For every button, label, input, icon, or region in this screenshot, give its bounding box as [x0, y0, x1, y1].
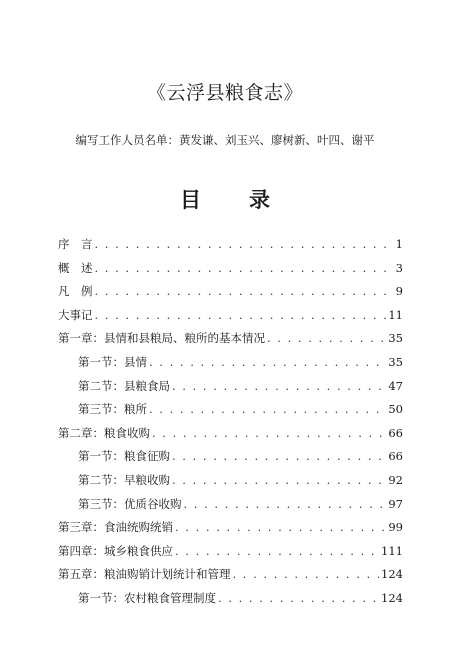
toc-entry[interactable]: [58, 448, 403, 472]
toc-entry-page: 35: [388, 331, 403, 346]
dot-leader: [218, 591, 379, 605]
staff-list: 编写工作人员名单：黄发谦、刘玉兴、廖树新、叶四、谢平: [75, 133, 375, 147]
toc-entry-page: 97: [388, 496, 403, 511]
dot-leader: [152, 426, 386, 440]
toc-entry-page: 1: [395, 237, 403, 251]
toc-entry-page: 124: [381, 567, 403, 582]
toc-entry[interactable]: [58, 283, 403, 307]
toc-entry-label: 第三节：优质谷收购: [78, 496, 182, 511]
toc-entry-page: 92: [388, 472, 403, 487]
toc-entry-label: 概 述: [58, 260, 93, 275]
dot-leader: [267, 331, 386, 345]
toc-entry[interactable]: [58, 354, 403, 378]
toc-heading-char-1: 目: [180, 187, 201, 212]
toc-entry[interactable]: [58, 496, 403, 520]
dot-leader: [172, 379, 386, 393]
toc-entry[interactable]: [58, 425, 403, 449]
toc-entry-page: 66: [388, 449, 403, 464]
toc-heading-char-2: 录: [249, 187, 270, 212]
dot-leader: [149, 355, 386, 369]
dot-leader: [95, 237, 388, 251]
toc-entry-label: 第二节：早粮收购: [78, 472, 170, 487]
toc-entry[interactable]: [58, 378, 403, 402]
dot-leader: [95, 308, 387, 322]
toc-entry[interactable]: [58, 401, 403, 425]
table-of-contents: [58, 236, 403, 614]
toc-entry[interactable]: [58, 307, 403, 331]
toc-entry-page: 124: [381, 590, 403, 605]
dot-leader: [95, 261, 388, 275]
dot-leader: [233, 567, 380, 581]
book-title: 《云浮县粮食志》: [146, 82, 303, 104]
toc-entry-label: 第一节：农村粮食管理制度: [78, 590, 216, 605]
toc-entry-label: 第五章：粮油购销计划统计和管理: [58, 567, 231, 582]
toc-entry-page: 50: [388, 402, 403, 417]
toc-entry-page: 111: [381, 543, 403, 558]
dot-leader: [172, 473, 386, 487]
toc-entry-page: 47: [388, 378, 403, 393]
toc-entry-page: 11: [388, 307, 403, 322]
toc-entry-label: 第四章：城乡粮食供应: [58, 543, 173, 558]
toc-entry-label: 第三章：食油统购统销: [58, 520, 173, 535]
dot-leader: [175, 544, 379, 558]
toc-entry-page: 9: [395, 284, 403, 299]
toc-entry[interactable]: [58, 472, 403, 496]
toc-entry[interactable]: [58, 236, 403, 260]
dot-leader: [149, 402, 386, 416]
toc-entry[interactable]: [58, 543, 403, 567]
toc-entry-label: 第二章：粮食收购: [58, 425, 150, 440]
toc-entry[interactable]: [58, 590, 403, 614]
dot-leader: [95, 284, 388, 298]
toc-entry-page: 99: [388, 520, 403, 535]
toc-entry[interactable]: [58, 260, 403, 284]
toc-entry-label: 大事记: [58, 307, 93, 322]
dot-leader: [184, 497, 387, 511]
toc-entry-label: 第二节：县粮食局: [78, 378, 170, 393]
toc-entry[interactable]: [58, 566, 403, 590]
toc-entry-page: 3: [395, 260, 403, 275]
toc-entry-label: 凡 例: [58, 284, 93, 299]
toc-heading: [0, 184, 450, 214]
toc-entry-page: 35: [388, 354, 403, 369]
dot-leader: [172, 449, 386, 463]
toc-entry[interactable]: [58, 519, 403, 543]
toc-entry-label: 第一章：县情和县粮局、粮所的基本情况: [58, 331, 265, 346]
toc-entry-label: 序 言: [58, 237, 93, 251]
dot-leader: [175, 520, 386, 534]
toc-entry-label: 第三节：粮所: [78, 402, 147, 417]
toc-entry-label: 第一节：粮食征购: [78, 449, 170, 464]
toc-entry-page: 66: [388, 425, 403, 440]
toc-entry[interactable]: [58, 330, 403, 354]
toc-entry-label: 第一节：县情: [78, 354, 147, 369]
